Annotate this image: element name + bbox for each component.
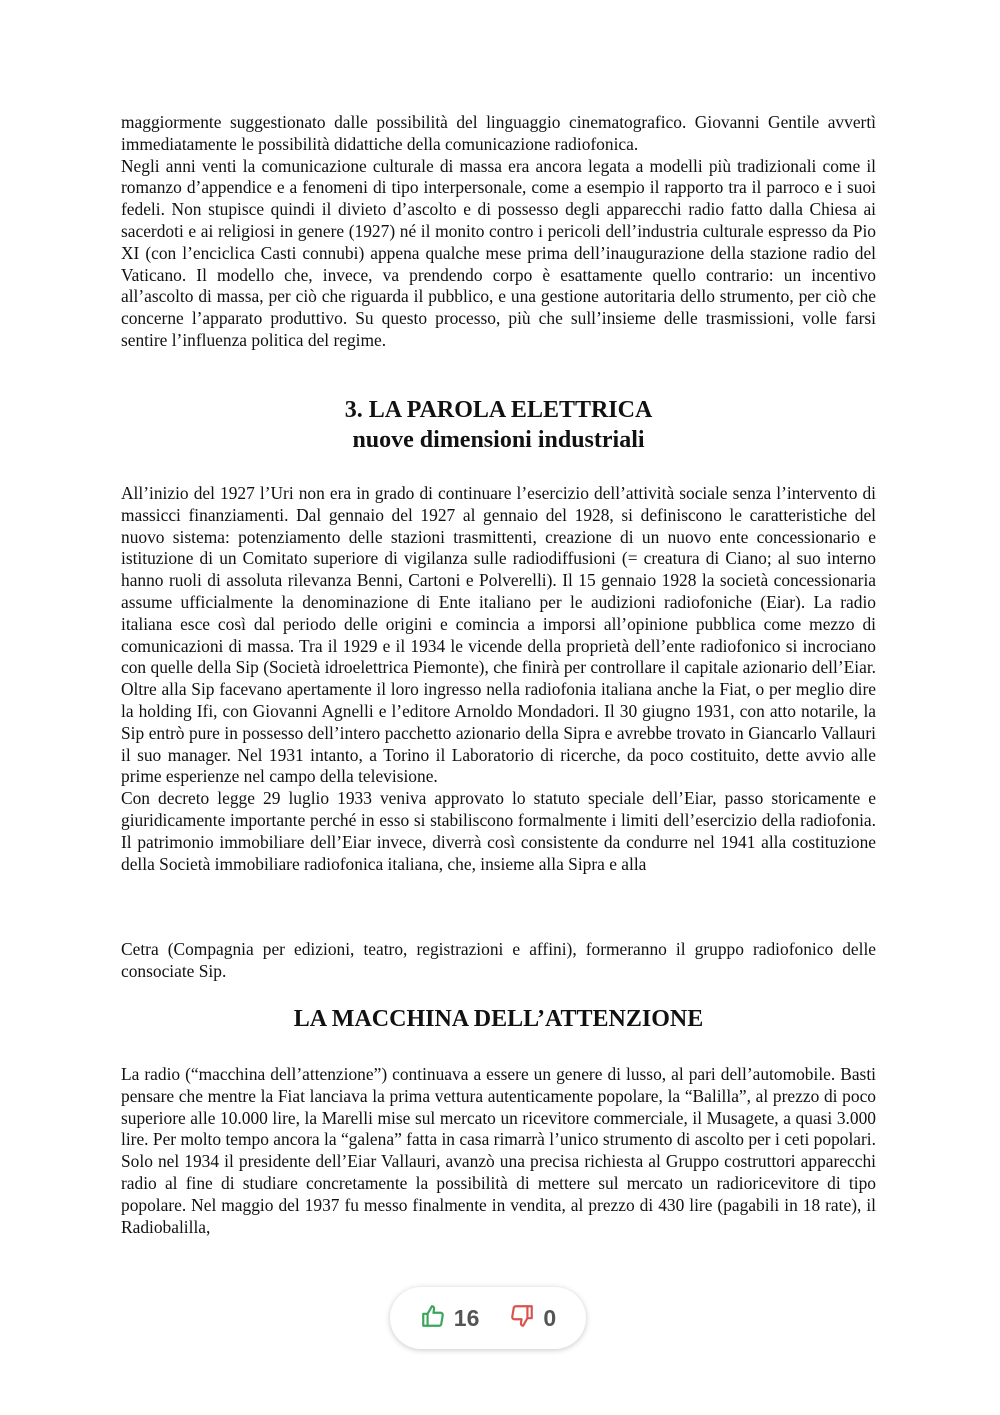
macchina-body — [121, 1064, 876, 1238]
section3-title: 3. LA PAROLA ELETTRICA — [344, 397, 653, 423]
macchina-heading — [121, 1004, 876, 1034]
paragraph-top-2: Negli anni venti la comunicazione culturale di massa era ancora legata a modelli più tradizionali come il romanzo d’appendice e a fenomeni di tipo interpersonale, come a esempio il rapporto tra il parroco e i suoi fedeli. Non stupisce quindi il divieto d’ascolto e di possesso degli apparecchi radio fatto dalla Chiesa ai sacerdoti e ai religiosi in genere (1927) né il monito contro i pericoli dell’industria culturale espresso da Pio XI (con l’enciclica Casti connubi) appena qualche mese prima dell’inaugurazione della stazione radio del Vaticano. Il modello che, invece, va prendendo corpo è esattamente quello contrario: un incentivo all’ascolto di massa, per ciò che riguarda il pubblico, e una gestione autoritaria dello strumento, per ciò che concerne l’apparato produttivo. Su questo processo, più che sull’insieme delle trasmissioni, volle farsi sentire l’influenza politica del regime. — [121, 155, 876, 350]
section3-continuation-block — [121, 939, 876, 983]
section3-continuation: Cetra (Compagnia per edizioni, teatro, registrazioni e affini), formeranno il gruppo radiofonico delle consociate Sip. — [121, 939, 876, 981]
thumbs-up-icon — [420, 1303, 446, 1334]
paragraph-top-1: maggiormente suggestionato dalle possibilità del linguaggio cinematografico. Giovanni Gentile avvertì immediatamente le possibilità didattiche della comunicazione radiofonica. — [121, 112, 876, 154]
downvote-count: 0 — [543, 1304, 557, 1331]
section3-heading — [121, 395, 876, 455]
upvote-button[interactable] — [420, 1303, 480, 1334]
vote-widget — [390, 1287, 586, 1349]
thumbs-down-icon — [509, 1303, 535, 1334]
section3-paragraph-2: Con decreto legge 29 luglio 1933 veniva approvato lo statuto speciale dell’Eiar, passo storicamente e giuridicamente importante perché in esso si stabiliscono formalmente i limiti dell’esercizio della radiofonia. Il patrimonio immobiliare dell’Eiar invece, diverrà così consistente da condurre nel 1941 alla costituzione della Società immobiliare radiofonica italiana, che, insieme alla Sipra e alla — [121, 788, 876, 874]
section3-body — [121, 483, 876, 875]
section3-paragraph-1: All’inizio del 1927 l’Uri non era in grado di continuare l’esercizio dell’attività sociale senza l’intervento di massicci finanziamenti. Dal gennaio del 1927 al gennaio del 1928, si definiscono le caratteristiche del nuovo sistema: potenziamento delle stazioni trasmittenti, creazione di un nuovo ente concessionario e istituzione di un Comitato superiore di vigilanza sulle radiodiffusioni (= creatura di Ciano; al suo interno hanno ruoli di assoluta rilevanza Benni, Cartoni e Polverelli). Il 15 gennaio 1928 la società concessionaria assume ufficialmente la denominazione di Ente italiano per le audizioni radiofoniche (Eiar). La radio italiana esce così dal periodo delle origini e comincia a imporsi all’opinione pubblica come mezzo di comunicazioni di massa. Tra il 1929 e il 1934 le vicende della proprietà dell’ente radiofonico si incrociano con quelle della Sip (Società idroelettrica Piemonte), che finirà per controllare il capitale azionario dell’Eiar. Oltre alla Sip facevano apertamente il loro ingresso nella radiofonia italiana anche la Fiat, o per meglio dire la holding Ifi, con Giovanni Agnelli e l’editore Arnoldo Mondadori. Il 30 giugno 1931, con atto notarile, la Sip entrò pure in possesso dell’intero pacchetto azionario della Sipra e avrebbe trovato in Giancarlo Vallauri il suo manager. Nel 1931 intanto, a Torino il Laboratorio di ricerche, da poco costituito, dette avvio alle prime esperienze nel campo della televisione. — [121, 483, 876, 787]
section3-subtitle: nuove dimensioni industriali — [352, 427, 645, 453]
downvote-button[interactable] — [509, 1303, 556, 1334]
document-page — [121, 112, 876, 352]
macchina-paragraph: La radio (“macchina dell’attenzione”) continuava a essere un genere di lusso, al pari dell’automobile. Basti pensare che mentre la Fiat lanciava la prima vettura autenticamente popolare, la “Balilla”, al prezzo di poco superiore alle 10.000 lire, la Marelli mise sul mercato un ricevitore commerciale, il Musagete, a quasi 3.000 lire. Per molto tempo ancora la “galena” fatta in casa rimarrà l’unico strumento di ascolto per i ceti popolari. Solo nel 1934 il presidente dell’Eiar Vallauri, avanzò una precisa richiesta al Gruppo costruttori apparecchi radio al fine di studiare concretamente la possibilità di mettere sul mercato un radioricevitore di tipo popolare. Nel maggio del 1937 fu messo finalmente in vendita, al prezzo di 430 lire (pagabili in 18 rate), il Radiobalilla, — [121, 1064, 876, 1237]
upvote-count: 16 — [453, 1304, 480, 1331]
macchina-title: LA MACCHINA DELL’ATTENZIONE — [293, 1006, 704, 1032]
